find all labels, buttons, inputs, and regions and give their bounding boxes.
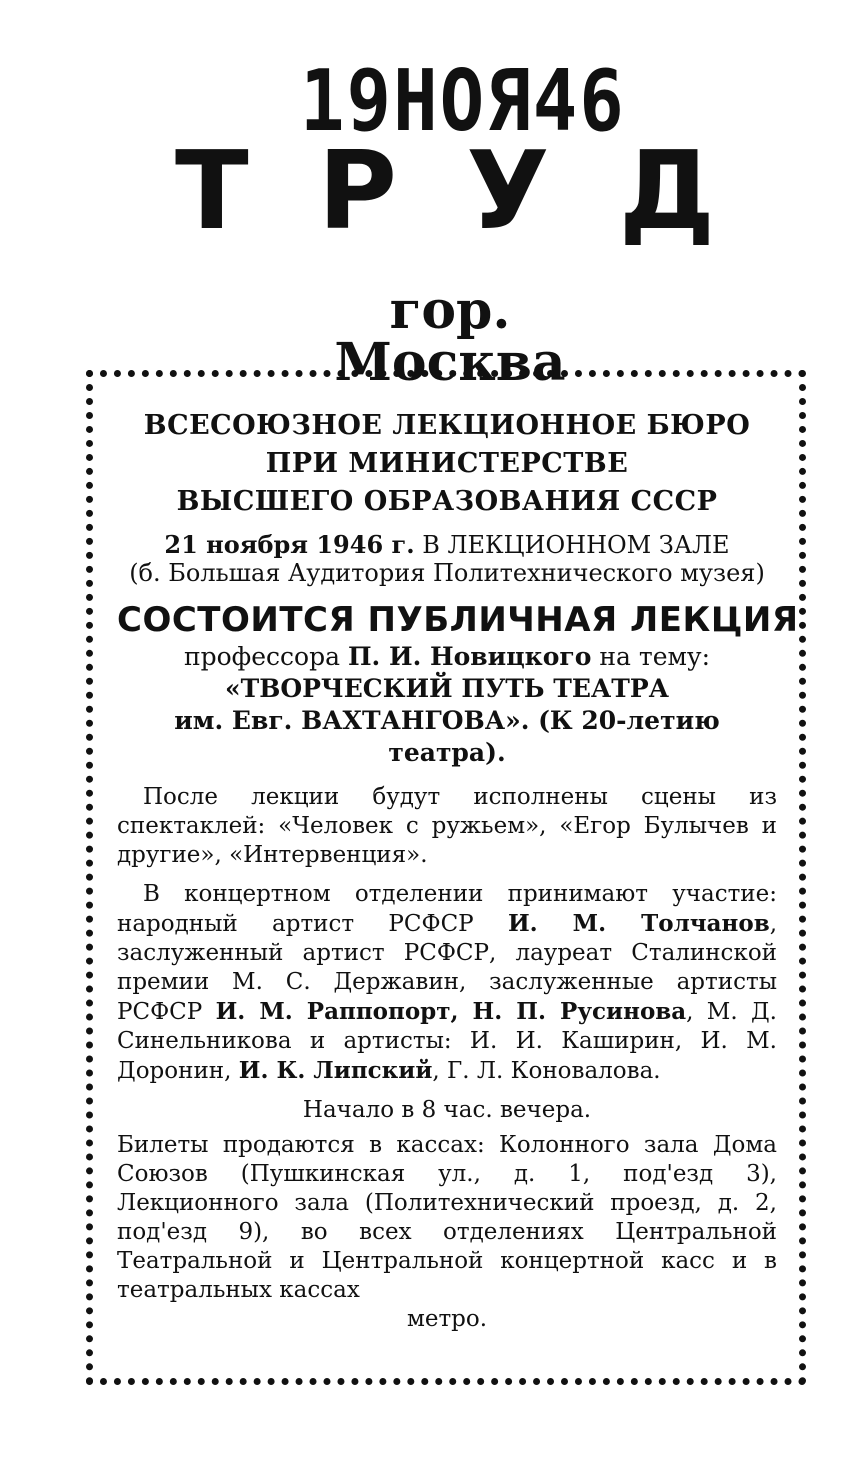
bureau-line: ВЫСШЕГО ОБРАЗОВАНИЯ СССР <box>176 486 718 517</box>
topic-line: «ТВОРЧЕСКИЙ ПУТЬ ТЕАТРА <box>224 674 670 703</box>
lecturer-name: П. И. Новицкого <box>347 642 592 671</box>
concert-text: , заслуженный артист РСФСР, лауреат Сталинской премии М. С. Державин, заслуженные артисты РСФСР <box>117 911 777 1025</box>
lecturer-prefix: профессора <box>183 642 340 671</box>
performer-name: И. М. Толчанов <box>507 910 770 937</box>
lecturer-line <box>117 641 777 673</box>
announcement-frame <box>86 370 806 1385</box>
masthead-letter: У <box>466 129 550 254</box>
lecturer-suffix: на тему: <box>599 642 711 671</box>
masthead-letter: Р <box>317 129 398 254</box>
newspaper-masthead <box>175 129 715 254</box>
date-stamp: 19НОЯ46 <box>300 52 626 151</box>
concert-text: В концертном отделении принимают участие: народный артист РСФСР <box>117 881 777 937</box>
event-date: 21 ноября 1946 г. <box>164 530 415 559</box>
tickets-text: Билеты продаются в кассах: Колонного зала Дома Союзов (Пушкинская ул., д. 1, под'езд 3), Лекционного зала (Политехнический проезд, д. 2, под'езд 9), во всех отделениях Центральной Театральной и Центральной концертной касс и в театральных кассах <box>117 1132 777 1303</box>
performer-name: И. К. Липский <box>238 1057 433 1084</box>
event-date-venue <box>117 531 777 587</box>
performer-name: И. М. Раппопорт, Н. П. Русинова <box>215 998 687 1025</box>
concert-text: , Г. Л. Коновалова. <box>432 1058 661 1084</box>
topic-line: им. Евг. ВАХТАНГОВА». (К 20-летию театра). <box>174 706 720 767</box>
scenes-paragraph: После лекции будут исполнены сцены из спектаклей: «Человек с ружьем», «Егор Булычев и другие», «Интервенция». <box>117 784 777 868</box>
lecture-headline: СОСТОИТСЯ ПУБЛИЧНАЯ ЛЕКЦИЯ <box>117 600 799 640</box>
concert-text: , М. Д. Синельникова и артисты: И. И. Каширин, И. М. Доронин, <box>117 999 777 1084</box>
concert-paragraph <box>117 880 777 1086</box>
bureau-line: ВСЕСОЮЗНОЕ ЛЕКЦИОННОЕ БЮРО <box>143 410 751 441</box>
masthead-letter: Д <box>618 129 715 254</box>
bureau-line: ПРИ МИНИСТЕРСТВЕ <box>265 448 629 479</box>
tickets-paragraph <box>117 1131 777 1334</box>
event-venue-note: (б. Большая Аудитория Политехнического музея) <box>129 559 765 587</box>
event-venue: В ЛЕКЦИОННОМ ЗАЛЕ <box>422 531 730 559</box>
start-time: Начало в 8 час. вечера. <box>302 1097 592 1123</box>
lecture-topic <box>117 673 777 769</box>
bureau-heading <box>117 407 777 521</box>
tickets-last-line: метро. <box>406 1306 488 1332</box>
masthead-letter: Т <box>175 129 249 254</box>
city-stamp: гор. Москва <box>334 280 566 393</box>
